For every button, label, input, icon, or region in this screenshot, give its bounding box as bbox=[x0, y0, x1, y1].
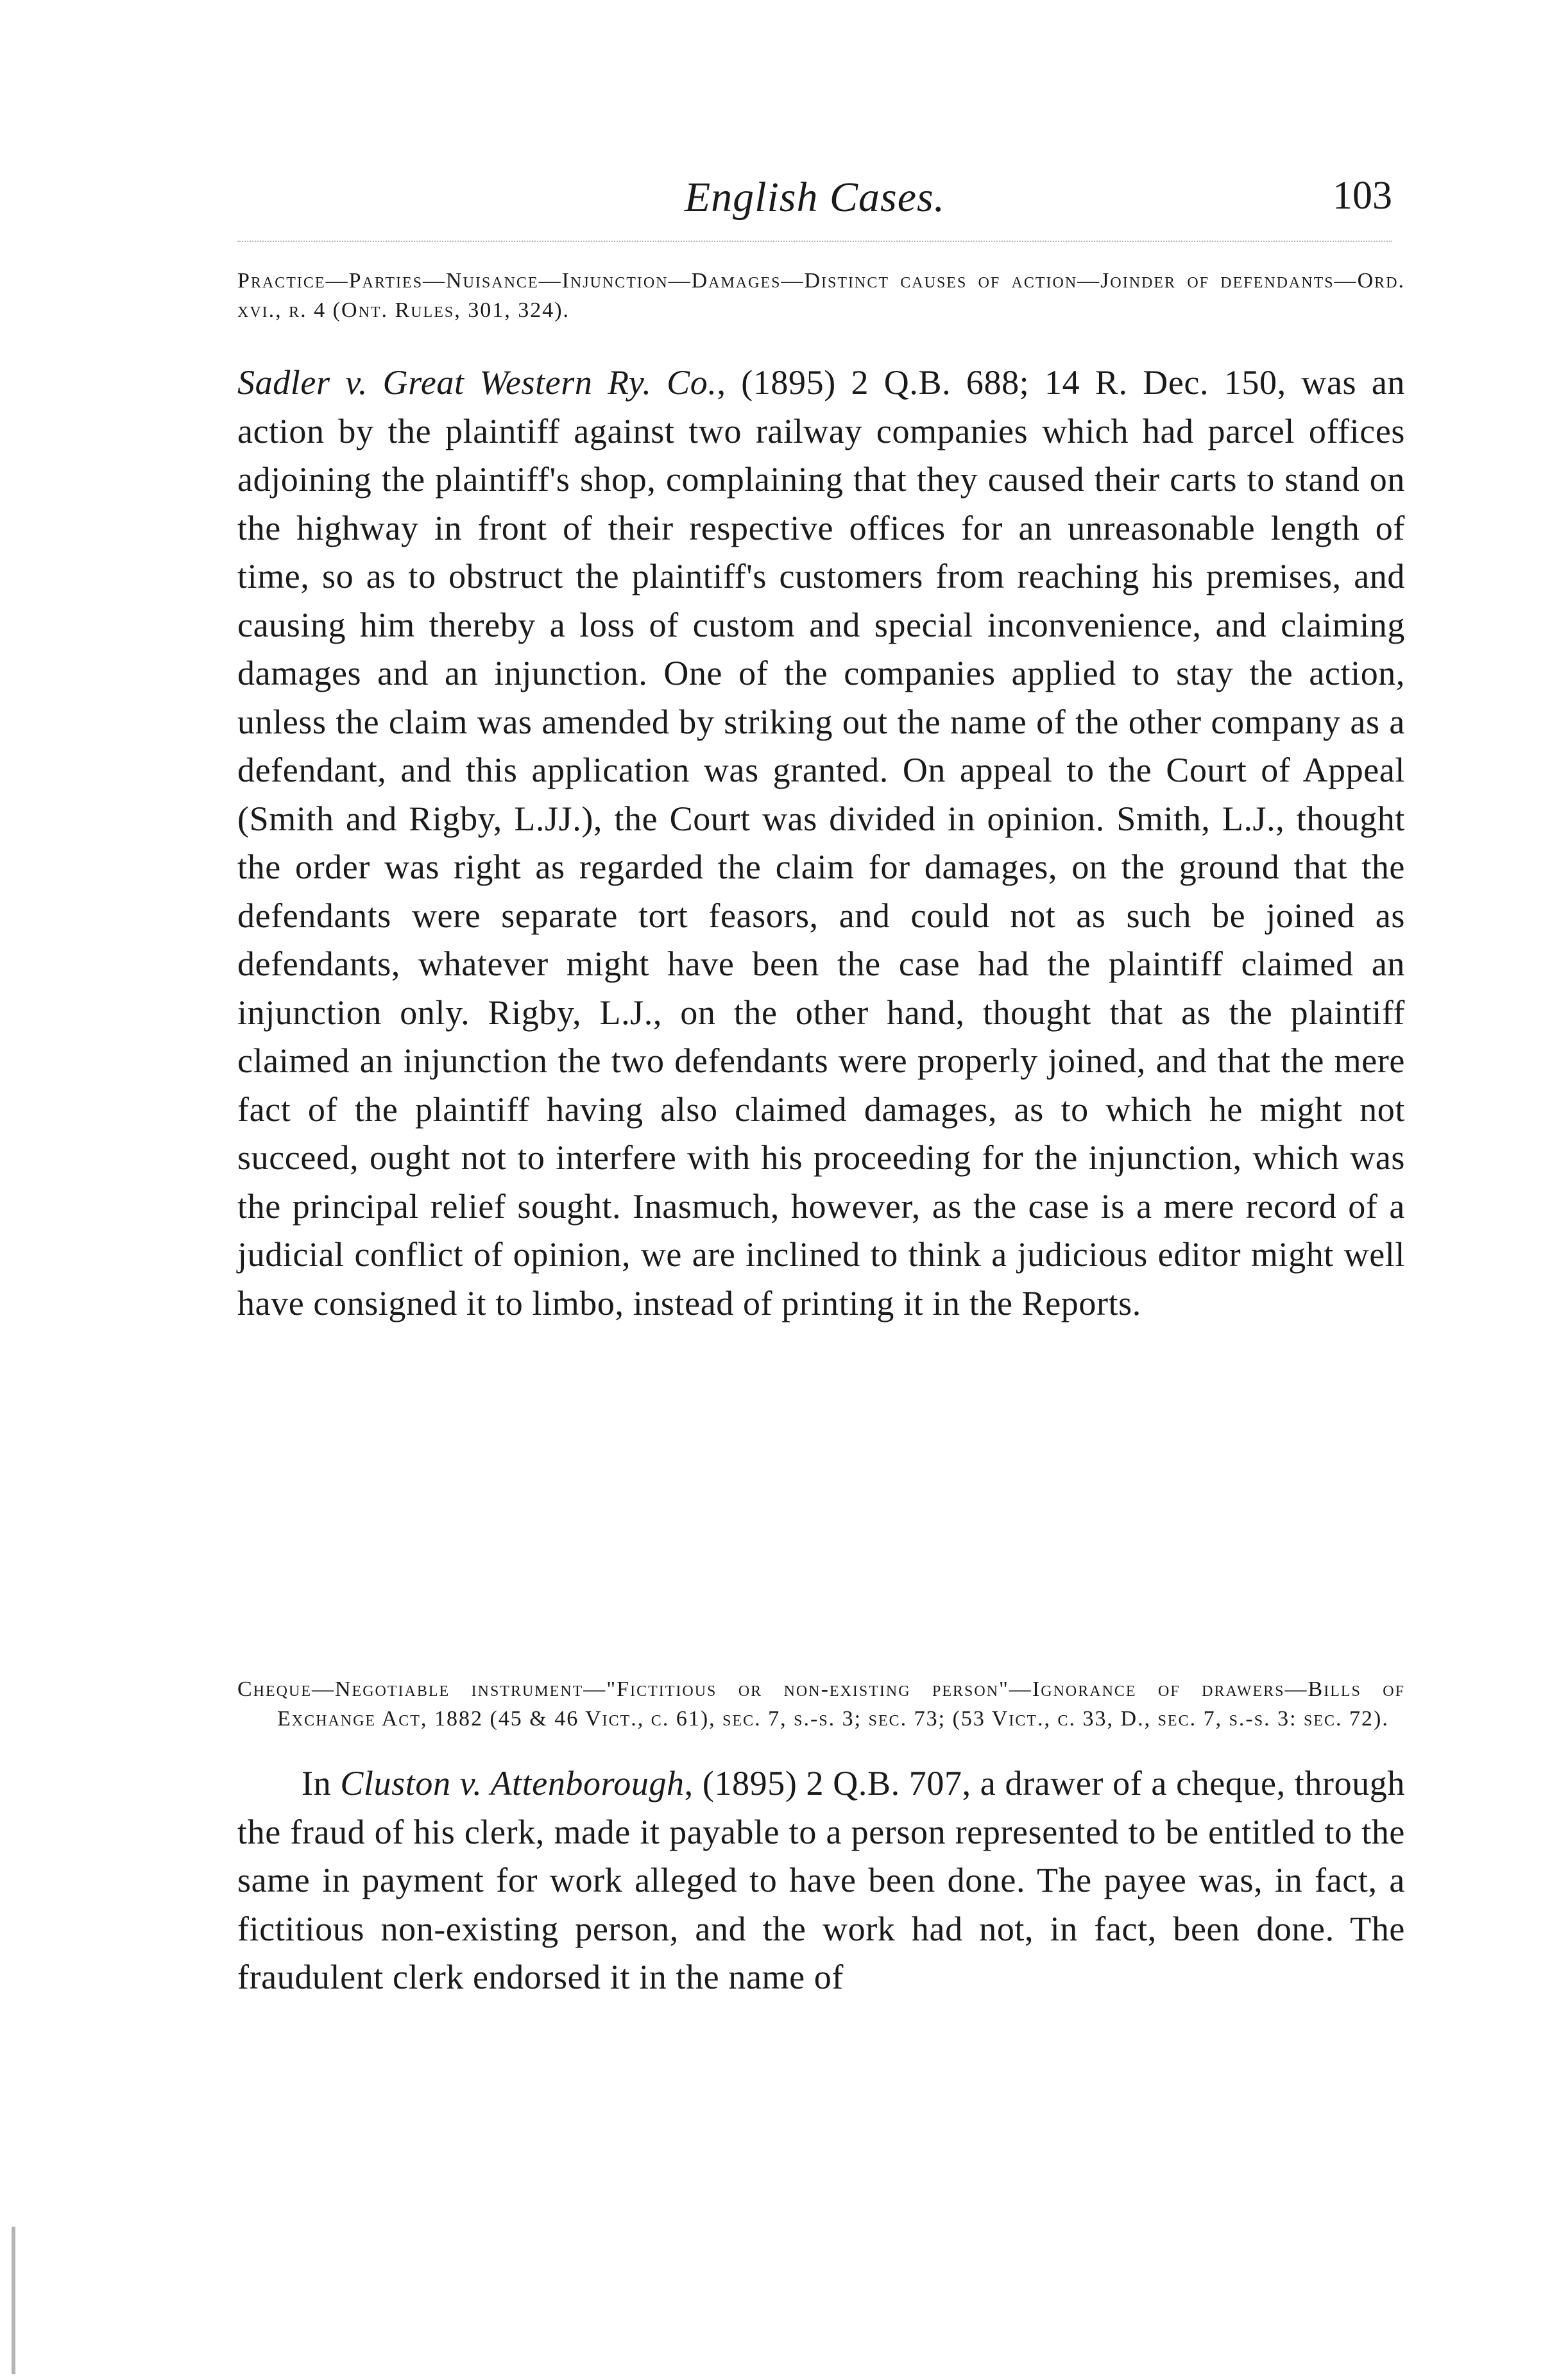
page-header bbox=[237, 164, 1392, 234]
headnote: Practice—Parties—Nuisance—Injunction—Damages—Distinct causes of action—Joinder of defendants—Ord. xvi., r. 4 (Ont. Rules, 301, 324). bbox=[237, 269, 1405, 322]
case-paragraph bbox=[237, 359, 1405, 1328]
header-rule bbox=[237, 241, 1392, 242]
case-name: Cluston v. Attenborough bbox=[340, 1764, 685, 1802]
case-text: , (1895) 2 Q.B. 707, a drawer of a cheque, through the fraud of his clerk, made it payable to a person represented to be entitled to the same in payment for work alleged to have been done. The payee was, in fact, a fictitious non-existing person, and the work had not, in fact, been done. The fraudulent clerk endorsed it in the name of bbox=[237, 1764, 1405, 1996]
headnote: Cheque—Negotiable instrument—"Fictitious or non-existing person"—Ignorance of drawers—Bills of Exchange Act, 1882 (45 & 46 Vict., c. 61), sec. 7, s.-s. 3; sec. 73; (53 Vict., c. 33, D., sec. 7, s.-s. 3: sec. 72). bbox=[237, 1677, 1405, 1731]
case-note-cluston bbox=[237, 1675, 1405, 2002]
binding-edge-mark bbox=[12, 2227, 15, 2374]
case-paragraph bbox=[237, 1759, 1405, 2002]
page-number: 103 bbox=[1333, 174, 1392, 218]
case-text: , (1895) 2 Q.B. 688; 14 R. Dec. 150, was an action by the plaintiff against two railway companies which had parcel offices adjoining the plaintiff's shop, complaining that they caused their carts to stand on the highway in front of their respective offices for an unreasonable length of time, so as to obstruct the plaintiff's customers from reaching his premises, and causing him thereby a loss of custom and special inconvenience, and claiming damages and an injunction. One of the companies applied to stay the action, unless the claim was amended by striking out the name of the other company as a defendant, and this application was granted. On appeal to the Court of Appeal (Smith and Rigby, L.JJ.), the Court was divided in opinion. Smith, L.J., thought the order was right as regarded the claim for damages, on the ground that the defendants were separate tort feasors, and could not as such be joined as defendants, whatever might have been the case had the plaintiff claimed an injunction only. Rigby, L.J., on the other hand, thought that as the plaintiff claimed an injunction the two defendants were properly joined, and that the mere fact of the plaintiff having also claimed damages, as to which he might not succeed, ought not to interfere with his proceeding for the injunction, which was the principal relief sought. Inasmuch, however, as the case is a mere record of a judicial conflict of opinion, we are inclined to think a judicious editor might well have consigned it to limbo, instead of printing it in the Reports. bbox=[237, 363, 1405, 1323]
running-title: English Cases. bbox=[684, 174, 946, 221]
case-name: Sadler v. Great Western Ry. Co. bbox=[237, 363, 717, 402]
case-lead: In bbox=[302, 1764, 341, 1802]
case-note-sadler bbox=[237, 266, 1405, 1328]
